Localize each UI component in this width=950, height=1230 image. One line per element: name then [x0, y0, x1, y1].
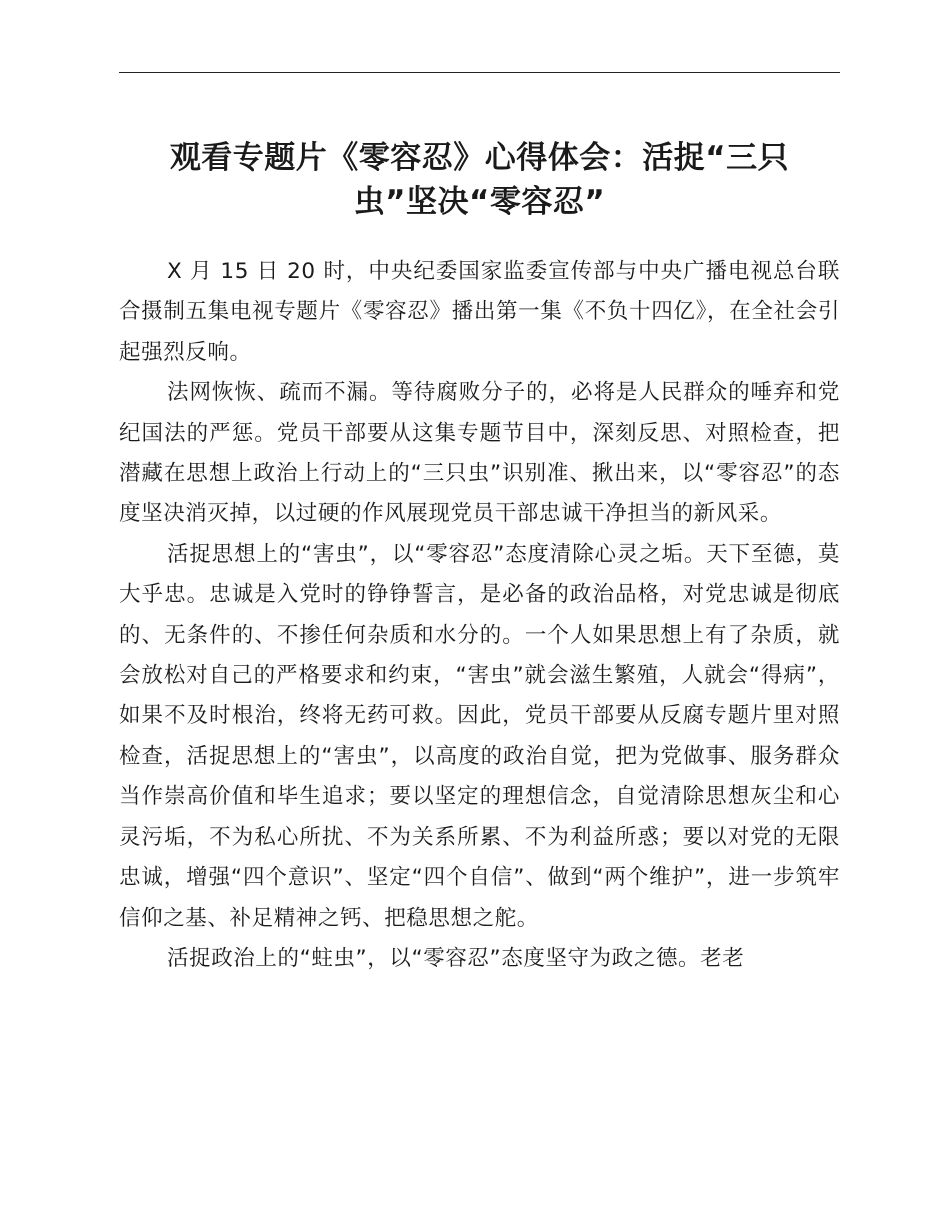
paragraph-1: X 月 15 日 20 时，中央纪委国家监委宣传部与中央广播电视总台联合摄制五集电视专题片《零容忍》播出第一集《不负十四亿》，在全社会引起强烈反响。 — [119, 259, 840, 365]
title-line-2: 虫”坚决“零容忍” — [353, 184, 606, 220]
document-body — [119, 252, 840, 979]
document-title — [119, 136, 840, 224]
paragraph-2: 法网恢恢、疏而不漏。等待腐败分子的，必将是人民群众的唾弃和党纪国法的严惩。党员干部要从这集专题节目中，深刻反思、对照检查，把潜藏在思想上政治上行动上的“三只虫”识别准、揪出来，以“零容忍”的态度坚决消灭掉，以过硬的作风展现党员干部忠诚干净担当的新风采。 — [119, 380, 840, 527]
header-rule — [119, 72, 840, 73]
paragraph-3: 活捉思想上的“害虫”，以“零容忍”态度清除心灵之垢。天下至德，莫大乎忠。忠诚是入党时的铮铮誓言，是必备的政治品格，对党忠诚是彻底的、无条件的、不掺任何杂质和水分的。一个人如果思想上有了杂质，就会放松对自己的严格要求和约束，“害虫”就会滋生繁殖，人就会“得病”，如果不及时根治，终将无药可救。因此，党员干部要从反腐专题片里对照检查，活捉思想上的“害虫”，以高度的政治自觉，把为党做事、服务群众当作崇高价值和毕生追求；要以坚定的理想信念，自觉清除思想灰尘和心灵污垢，不为私心所扰、不为关系所累、不为利益所惑；要以对党的无限忠诚，增强“四个意识”、坚定“四个自信”、做到“两个维护”，进一步筑牢信仰之基、补足精神之钙、把稳思想之舵。 — [119, 541, 840, 931]
title-line-1: 观看专题片《零容忍》心得体会：活捉“三只 — [169, 140, 790, 176]
paragraph-4: 活捉政治上的“蛀虫”，以“零容忍”态度坚守为政之德。老老 — [167, 945, 745, 971]
